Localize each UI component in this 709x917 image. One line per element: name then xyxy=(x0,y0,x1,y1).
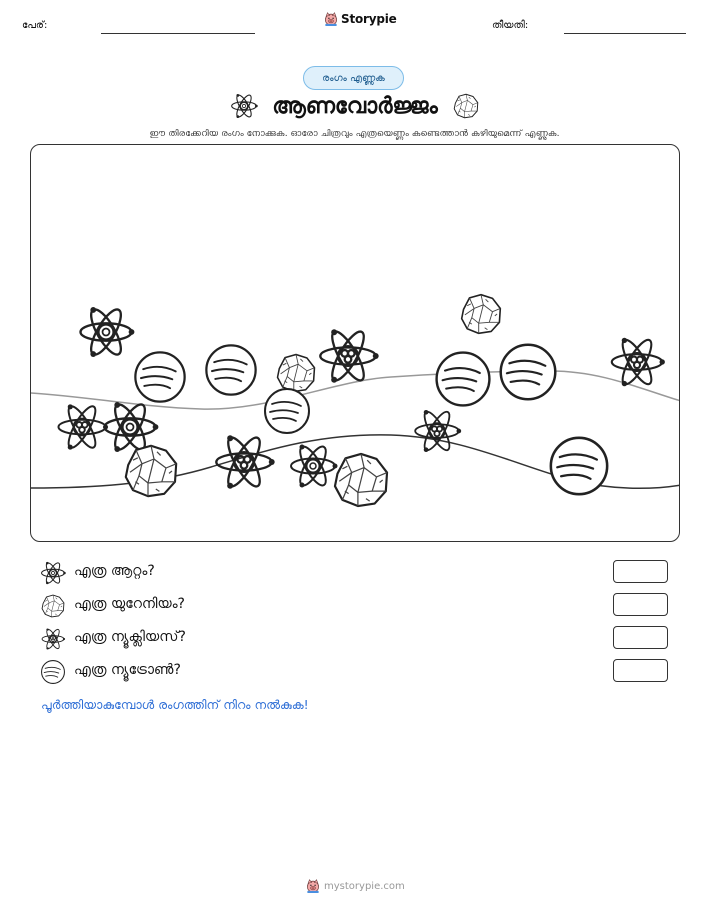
answer-box[interactable] xyxy=(613,560,668,583)
ball-4 xyxy=(501,345,556,400)
question-row xyxy=(40,659,670,685)
instructions: ഈ തിരക്കേറിയ രംഗം നോക്കുക. ഓരോ ചിത്രവും എത്രയെണ്ണം കണ്ടെത്താൻ കഴിയുമെന്ന് എണ്ണുക. xyxy=(149,128,560,139)
scene-back-wave xyxy=(31,371,680,409)
rock-3 xyxy=(126,446,176,496)
footer-site[interactable]: mystorypie.com xyxy=(324,880,405,892)
name-line[interactable] xyxy=(101,33,255,34)
atom-icon xyxy=(230,92,258,120)
question-text: എത്ര ന്യൂക്ലിയസ്? xyxy=(74,629,186,645)
coloring-note: പൂർത്തിയാകുമ്പോൾ രംഗത്തിന് നിറം നൽകുക! xyxy=(41,697,309,712)
page-title-text: ആണവോർജ്ജം xyxy=(272,93,438,119)
name-label: പേര്: xyxy=(22,20,48,31)
rock-2 xyxy=(278,355,315,392)
question-row xyxy=(40,626,670,652)
neutron-ball-icon xyxy=(40,659,66,685)
brand-logo xyxy=(324,12,397,26)
rock-1 xyxy=(462,295,501,334)
ball-6 xyxy=(551,438,607,494)
nucleus-2 xyxy=(612,336,665,387)
question-row xyxy=(40,560,670,586)
nucleus-icon xyxy=(40,626,66,652)
question-text: എത്ര യുറേനിയം? xyxy=(74,596,185,612)
scene-illustration xyxy=(31,145,680,542)
date-label: തീയതി: xyxy=(492,20,529,31)
answer-box[interactable] xyxy=(613,659,668,682)
rock-4 xyxy=(335,454,387,506)
nucleus-4 xyxy=(415,409,461,454)
counting-scene xyxy=(30,144,680,542)
question-text: എത്ര ന്യൂട്രോൺ? xyxy=(74,662,181,678)
page-title xyxy=(200,92,510,120)
answer-box[interactable] xyxy=(613,593,668,616)
brand-name: Storypie xyxy=(341,12,397,26)
piggy-mascot-icon xyxy=(306,879,320,893)
ball-2 xyxy=(206,345,255,394)
date-line[interactable] xyxy=(564,33,686,34)
uranium-rock-icon xyxy=(452,92,480,120)
answer-box[interactable] xyxy=(613,626,668,649)
uranium-rock-icon xyxy=(40,593,66,619)
nucleus-5 xyxy=(216,434,274,491)
question-text: എത്ര ആറ്റം? xyxy=(74,563,155,579)
atom-icon xyxy=(40,560,66,586)
activity-badge-label: രംഗം എണ്ണുക xyxy=(322,72,385,84)
activity-badge xyxy=(303,66,404,90)
question-row xyxy=(40,593,670,619)
footer xyxy=(306,879,405,893)
atom-3 xyxy=(291,443,338,489)
ball-5 xyxy=(265,389,309,433)
nucleus-3 xyxy=(58,403,108,451)
atom-1 xyxy=(80,306,134,359)
piggy-mascot-icon xyxy=(324,12,338,26)
nucleus-1 xyxy=(320,328,378,385)
ball-1 xyxy=(135,352,184,401)
ball-3 xyxy=(437,353,490,406)
